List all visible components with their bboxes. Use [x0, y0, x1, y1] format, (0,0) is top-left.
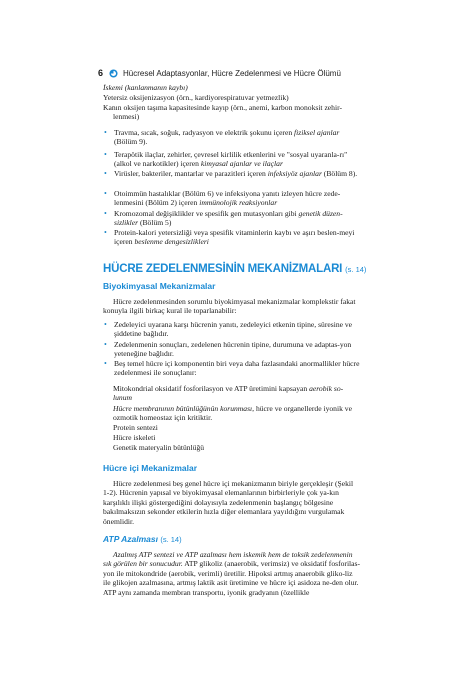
subheading-intracellular: Hücre içi Mekanizmalar	[103, 463, 198, 473]
intro-line-oxygenation: Yetersiz oksijenizasyon (örn., kardiyorespiratuvar yetmezlik)	[103, 93, 289, 102]
bullet-icon: •	[104, 209, 107, 218]
cause-physical: • Travma, sıcak, soğuk, radyasyon ve elektrik şokunu içeren fiziksel ajanlar (Bölüm 9).	[104, 128, 340, 147]
target-cytoskeleton: Hücre iskeleti	[113, 433, 156, 442]
intracellular-paragraph: Hücre zedelenmesi beş genel hücre içi mekanizmanın biriyle gerçekleşir (Şekil 1-2). Hücrenin yapısal ve biyokimyasal elemanlarının birbirleriyle çok ya-kın karşılıklı ilişki göstergediğini dolayısıyla zedelenmenin başlangıç bölgesine bakılmaksızın sekonder etkilerin hızla diğer elemanlara yayıldığını vurgulamak önemlidir.	[103, 479, 354, 526]
bullet-icon: •	[104, 228, 107, 237]
bullet-icon: •	[104, 169, 107, 178]
biochem-bullet-components: • Beş temel hücre içi komponentin biri veya daha fazlasındaki anormallikler hücre zedelenmesi ile sonuçlanır:	[104, 359, 360, 378]
cause-chemical: • Terapötik ilaçlar, zehirler, çevresel kirlilik etkenlerini ve "sosyal uyaranla-rı" (alkol ve narkotikler) içeren kimyasal ajanlar ve ilaçlar	[104, 150, 348, 169]
page-number: 6	[98, 68, 104, 78]
chapter-bullet-icon	[109, 69, 118, 78]
cause-genetic: • Kromozomal değişiklikler ve spesifik gen mutasyonları gibi genetik düzen-sizlikler (Bölüm 5)	[104, 209, 343, 228]
intro-line-ischemia: İskemi (kanlanmanın kaybı)	[103, 83, 188, 92]
subheading-biochemical: Biyokimyasal Mekanizmalar	[103, 281, 216, 291]
atp-paragraph: Azalmış ATP sentezi ve ATP azalması hem iskemik hem de toksik zedelenmenin sık görülen bir sonucudur. ATP glikoliz (anaerobik, verimsiz) ve oksidatif fosforilas-yon ile mitokondride (aerobik, verimli) üretilir. Hipoksi artmış anaerobik gliko-liz ile glikojen azalmasına, artmış laktik asit üretimine ve hücre içi asidoza ne-den olur. ATP aynı zamanda membran transportu, iyonik gradyanın (özellikle	[103, 550, 361, 597]
intro-line-oxygen-capacity: Kanın oksijen taşıma kapasitesinde kayıp (örn., anemi, karbon monoksit zehir- lenmesi)	[103, 103, 342, 122]
target-aerobic-respiration: Mitokondrial oksidatif fosforilasyon ve ATP üretimini kapsayan aerobik so-lunum	[113, 384, 344, 403]
subheading-atp-depletion: ATP Azalması (s. 14)	[103, 534, 182, 544]
target-membrane-integrity: Hücre membranının bütünlüğünün korunması, hücre ve organellerde iyonik ve ozmotik homeostaz için kritiktir.	[113, 404, 352, 423]
biochem-paragraph: Hücre zedelenmesinden sorumlu biyokimyasal mekanizmalar komplekstir fakat konuyla ilgili birkaç kural ile toparlanabilir:	[103, 297, 356, 316]
bullet-icon: •	[104, 359, 107, 368]
running-title: Hücresel Adaptasyonlar, Hücre Zedelenmesi ve Hücre Ölümü	[123, 68, 341, 78]
bullet-icon: •	[104, 150, 107, 159]
cause-infectious: • Virüsler, bakteriler, mantarlar ve parazitleri içeren infeksiyöz ajanlar (Bölüm 8).	[104, 169, 358, 178]
biochem-bullet-consequences: • Zedelenmenin sonuçları, zedelenen hücrenin tipine, durumuna ve adaptas-yon yeteneğine bağlıdır.	[104, 340, 352, 359]
bullet-icon: •	[104, 128, 107, 137]
cause-immunologic: • Otoimmün hastalıklar (Bölüm 6) ve infeksiyona yanıtı izleyen hücre zede-lenmesini (Bölüm 2) içeren immünolojik reaksiyonlar	[104, 189, 341, 208]
target-protein-synthesis: Protein sentezi	[113, 423, 158, 432]
running-header	[98, 66, 341, 80]
target-genetic-integrity: Genetik materyalin bütünlüğü	[113, 443, 205, 452]
bullet-icon: •	[104, 320, 107, 329]
bullet-icon: •	[104, 340, 107, 349]
bullet-icon: •	[104, 189, 107, 198]
cause-nutritional: • Protein-kalori yetersizliği veya spesifik vitaminlerin kaybı ve aşırı beslen-meyi içeren beslenme dengesizlikleri	[104, 228, 355, 247]
section-heading: HÜCRE ZEDELENMESİNİN MEKANİZMALARI (s. 14)	[103, 263, 367, 275]
biochem-bullet-response: • Zedeleyici uyarana karşı hücrenin yanıtı, zedeleyici etkenin tipine, süresine ve şiddetine bağlıdır.	[104, 320, 353, 339]
